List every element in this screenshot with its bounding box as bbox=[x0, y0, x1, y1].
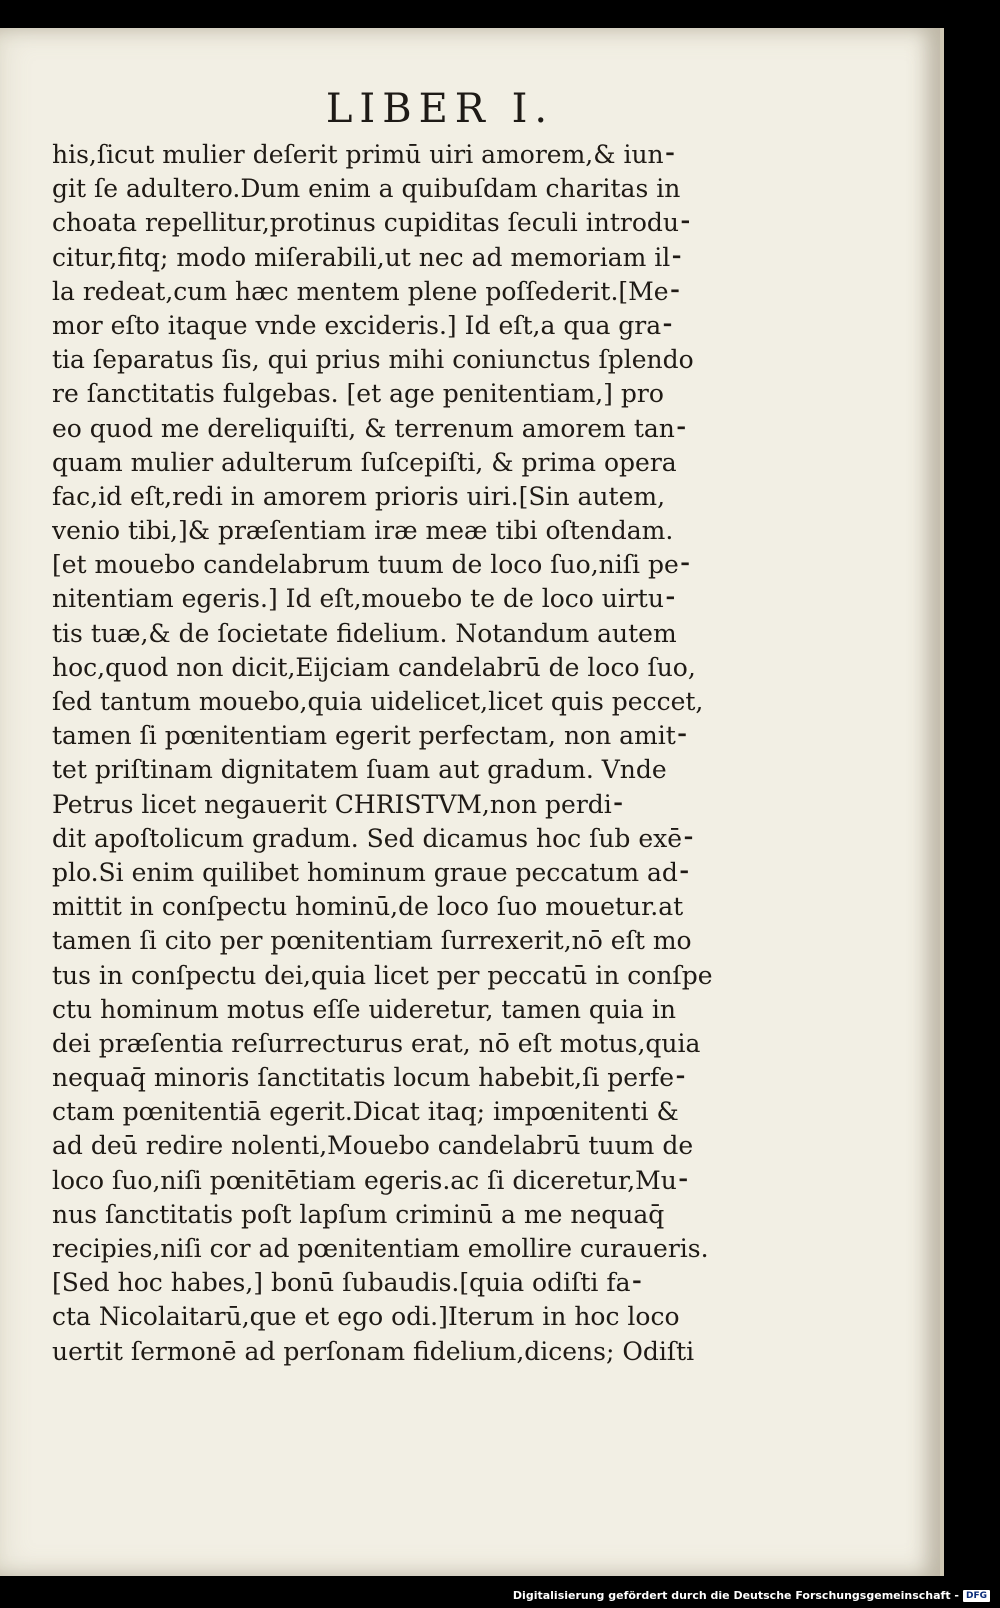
text-line: citur,fitq; modo miſerabili,ut nec ad memoriam il⁃ bbox=[52, 242, 683, 272]
text-line: tamen ſi cito per pœnitentiam ſurrexerit,nō eſt mo bbox=[52, 926, 692, 956]
text-line: eo quod me dereliquiſti, & terrenum amorem tan⁃ bbox=[52, 413, 688, 443]
text-line: fac,id eſt,redi in amorem prioris uiri.[Sin autem, bbox=[52, 481, 666, 511]
body-text bbox=[52, 138, 780, 1369]
text-line: [Sed hoc habes,] bonū ſubaudis.[quia odiſti fa⁃ bbox=[52, 1268, 644, 1298]
text-line: tamen ſi pœnitentiam egerit perfectam, non amit⁃ bbox=[52, 721, 689, 751]
text-line: plo.Si enim quilibet hominum graue peccatum ad⁃ bbox=[52, 857, 691, 887]
text-line: ctam pœnitentiā egerit.Dicat itaq; impœnitenti & bbox=[52, 1097, 679, 1127]
text-line: recipies,niſi cor ad pœnitentiam emollire curaueris. bbox=[52, 1234, 709, 1263]
text-line: git ſe adultero.Dum enim a quibuſdam charitas in bbox=[52, 174, 681, 204]
text-line: Petrus licet negauerit CHRISTVM,non perdi⁃ bbox=[52, 789, 625, 819]
text-line: la redeat,cum hæc mentem plene poſſederit.[Me⁃ bbox=[52, 276, 682, 306]
funding-footer bbox=[513, 1589, 990, 1602]
dfg-logo: DFG bbox=[963, 1590, 990, 1602]
text-line: cta Nicolaitarū,que et ego odi.]Iterum in hoc loco bbox=[52, 1302, 680, 1332]
text-line: quam mulier adulterum ſuſcepiſti, & prima opera bbox=[52, 447, 677, 477]
text-line: tus in conſpectu dei,quia licet per peccatū in conſpe bbox=[52, 960, 713, 990]
text-line: ſed tantum mouebo,quia uidelicet,licet quis peccet, bbox=[52, 687, 704, 716]
text-line: mittit in conſpectu hominū,de loco ſuo mouetur.at bbox=[52, 892, 684, 922]
text-line: re ſanctitatis fulgebas. [et age penitentiam,] pro bbox=[52, 379, 664, 409]
text-line: venio tibi,]& præſentiam iræ meæ tibi oſtendam. bbox=[52, 516, 674, 546]
text-line: [et mouebo candelabrum tuum de loco ſuo,niſi pe⁃ bbox=[52, 550, 692, 580]
text-line: dit apoſtolicum gradum. Sed dicamus hoc ſub exē⁃ bbox=[52, 823, 695, 853]
text-line: choata repellitur,protinus cupiditas ſeculi introdu⁃ bbox=[52, 208, 692, 238]
text-line: uertit ſermonē ad perſonam fidelium,dicens; Odiſti bbox=[52, 1336, 695, 1366]
text-line: ad deū redire nolenti,Mouebo candelabrū tuum de bbox=[52, 1131, 694, 1161]
text-line: tet priſtinam dignitatem ſuam aut gradum. Vnde bbox=[52, 755, 667, 785]
text-line: tia ſeparatus ſis, qui prius mihi coniunctus ſplendo bbox=[52, 345, 694, 375]
funding-note: Digitalisierung gefördert durch die Deutsche Forschungsgemeinschaft - bbox=[512, 1589, 959, 1602]
text-line: nitentiam egeris.] Id eſt,mouebo te de loco uirtu⁃ bbox=[52, 584, 677, 614]
text-line: nequaq̄ minoris ſanctitatis locum habebit,ſi perfe⁃ bbox=[52, 1063, 687, 1093]
text-line: hoc,quod non dicit,Eijciam candelabrū de loco ſuo, bbox=[52, 652, 696, 682]
text-line: tis tuæ,& de ſocietate fidelium. Notandum autem bbox=[52, 618, 677, 648]
text-line: loco ſuo,niſi pœnitētiam egeris.ac ſi diceretur,Mu⁃ bbox=[52, 1165, 690, 1195]
text-line: ctu hominum motus eſſe uideretur, tamen quia in bbox=[52, 994, 676, 1024]
text-line: dei præſentia reſurrecturus erat, nō eſt motus,quia bbox=[52, 1028, 701, 1058]
text-line: his,ſicut mulier deſerit primū uiri amorem,& iun⁃ bbox=[52, 140, 677, 169]
running-title: LIBER I. bbox=[325, 86, 555, 132]
text-line: mor eſto itaque vnde excideris.] Id eſt,a qua gra⁃ bbox=[52, 310, 674, 340]
text-line: nus ſanctitatis poſt lapſum criminū a me nequaq̄ bbox=[52, 1199, 665, 1229]
page-edge bbox=[940, 28, 944, 1576]
